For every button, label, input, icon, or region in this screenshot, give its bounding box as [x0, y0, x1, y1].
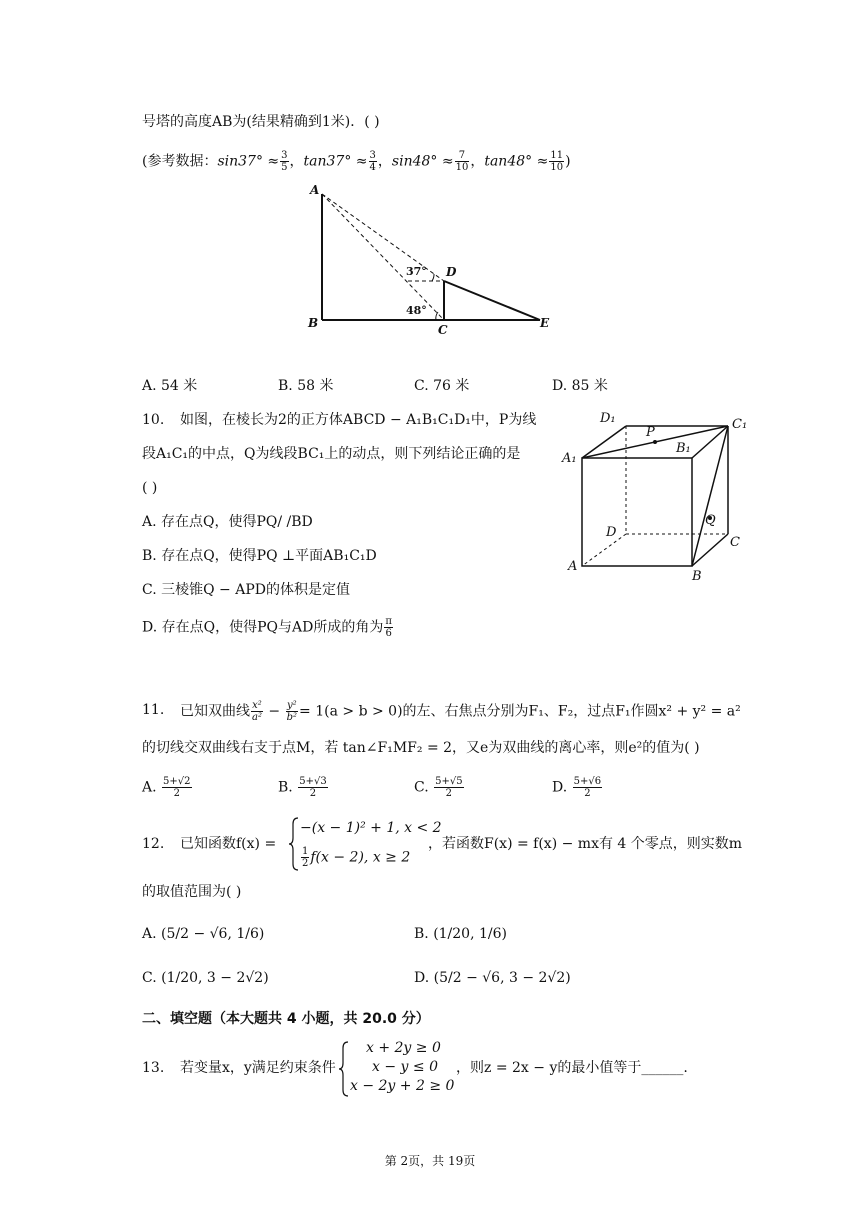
frac-den: 5: [281, 162, 288, 173]
q9-ref-prefix: (参考数据：: [142, 153, 218, 170]
frac-den: 10: [455, 162, 469, 173]
q9-reference-data: (参考数据：sin37° ≈ $\frac{3}{5}$ ，tan37° ≈ $\frac{3}{4}$ ，sin48° ≈ $\frac{7}{10}$ ，tan48° ≈ $\frac{11}{10}$ ): [142, 150, 571, 173]
q10-line3: ( ): [142, 480, 158, 496]
option-label: B.: [278, 779, 293, 796]
q9-ref-suffix: ): [565, 153, 571, 170]
frac-den: 10: [550, 162, 564, 173]
section-heading: 二、填空题（本大题共 4 小题，共 20.0 分）: [142, 1011, 430, 1027]
frac-den: 4: [369, 162, 376, 173]
q9-ref-item: sin48°: [391, 153, 438, 170]
q9-option-d: D. 85 米: [552, 378, 608, 394]
label-c: C: [730, 535, 740, 550]
frac-num: 7: [455, 150, 470, 162]
frac-num: 5+√2: [163, 776, 191, 787]
frac-num: 11: [550, 150, 564, 161]
frac-num: x²: [252, 700, 262, 711]
q11-text-b: = 1(a > b > 0)的左、右焦点分别为F₁、F₂，过点F₁作圆x² + y² = a²: [299, 703, 741, 720]
label-b1: B₁: [676, 441, 691, 456]
label-a: A: [568, 559, 578, 574]
label-b: B: [308, 316, 319, 330]
option-label: D.: [552, 779, 568, 796]
frac-den: 2: [309, 788, 317, 799]
frac-den: a²: [252, 712, 262, 723]
q12-option-a: A. (5/2 − √6, 1/6): [142, 926, 265, 942]
q9-option-c: C. 76 米: [414, 378, 470, 394]
label-p: P: [646, 425, 655, 440]
q11-number: 11.: [142, 702, 165, 718]
q12-option-c: C. (1/20, 3 − 2√2): [142, 970, 269, 986]
label-d: D: [446, 265, 457, 279]
q13-brace: [338, 1040, 350, 1098]
frac-num: π: [385, 616, 392, 627]
point-p: [653, 440, 657, 444]
q9-ref-item: tan37°: [303, 153, 352, 170]
q12-case2-wrap: [300, 846, 410, 869]
q9-continuation: 号塔的高度AB为(结果精确到1米)．( ): [142, 114, 380, 130]
q12-case2: f(x − 2), x ≥ 2: [310, 849, 411, 866]
q13-constraint-2: x − y ≤ 0: [372, 1059, 438, 1075]
q9-tower-figure: [300, 180, 570, 340]
q10-option-a: A. 存在点Q，使得PQ/ /BD: [142, 514, 313, 530]
frac-den: 2: [584, 788, 591, 799]
q11-option-a: [142, 776, 193, 799]
q12-option-b: B. (1/20, 1/6): [414, 926, 507, 942]
q10-cube-figure: [560, 406, 760, 582]
q9-ref-item: tan48°: [484, 153, 533, 170]
segment-de: [444, 281, 540, 320]
frac-den: 6: [385, 628, 392, 639]
q11-option-d: [552, 776, 603, 799]
frac-num: 3: [281, 150, 288, 161]
q10-number: 10.: [142, 412, 165, 428]
label-d: D: [606, 525, 617, 540]
q10-option-d-text: D. 存在点Q，使得PQ与AD所成的角为: [142, 619, 384, 636]
label-q: Q: [705, 513, 716, 528]
angle-37-arc: [432, 274, 434, 281]
q13-constraint-3: x − 2y + 2 ≥ 0: [350, 1078, 455, 1094]
frac-num: 5+√6: [573, 776, 602, 787]
angle-37-label: 37°: [406, 265, 427, 278]
frac-num: 5+√5: [435, 776, 463, 787]
label-a1: A₁: [562, 451, 577, 466]
q10-option-d: [142, 616, 394, 639]
q10-line1: 如图，在棱长为2的正方体ABCD − A₁B₁C₁D₁中，P为线: [180, 412, 537, 428]
q12-case1: −(x − 1)² + 1, x < 2: [300, 820, 442, 836]
q11-option-b: [278, 776, 329, 799]
q13-prefix: 若变量x，y满足约束条件: [180, 1060, 336, 1076]
q11-line1: 已知双曲线 $\frac{\text{x²}}{\text{a²}}$ − $\frac{\text{y²}}{\text{b²}}$ = 1(a > b > 0)的左、右焦点分别为F₁、F₂，过点F₁作圆x² + y² = a²: [180, 700, 741, 723]
q13-number: 13.: [142, 1060, 165, 1076]
q12-option-d: D. (5/2 − √6, 3 − 2√2): [414, 970, 571, 986]
label-a: A: [310, 183, 320, 197]
q12-line2: 的取值范围为( ): [142, 884, 242, 900]
q13-constraint-1: x + 2y ≥ 0: [366, 1040, 441, 1056]
dashed-ac: [322, 194, 444, 320]
label-d1: D₁: [600, 411, 616, 426]
q12-number: 12.: [142, 836, 165, 852]
label-c1: C₁: [732, 417, 748, 432]
frac-num: 1: [302, 846, 309, 857]
label-b: B: [692, 569, 702, 582]
frac-num: y²: [287, 700, 297, 711]
page-footer: 第 2页，共 19页: [384, 1154, 476, 1168]
frac-num: 3: [369, 150, 376, 161]
q12-prefix: 已知函数f(x) =: [180, 836, 277, 852]
q9-option-b: B. 58 米: [278, 378, 334, 394]
q10-option-c: C. 三棱锥Q − APD的体积是定值: [142, 582, 350, 598]
angle-48-label: 48°: [406, 304, 427, 317]
segment-bc1: [692, 426, 728, 566]
q9-ref-item: sin37°: [217, 153, 263, 170]
q11-line2: 的切线交双曲线右支于点M，若 tan∠F₁MF₂ = 2，又e为双曲线的离心率，则e²的值为( ): [142, 740, 700, 756]
q10-option-b: B. 存在点Q，使得PQ ⊥平面AB₁C₁D: [142, 548, 377, 564]
front-face: [582, 458, 692, 566]
q9-option-a: A. 54 米: [142, 378, 198, 394]
q12-brace: [288, 816, 300, 872]
q11-option-c: [414, 776, 465, 799]
frac-num: 5+√3: [299, 776, 327, 787]
q12-suffix: ，若函数F(x) = f(x) − mx有 4 个零点，则实数m: [428, 836, 743, 852]
q13-suffix: ，则z = 2x − y的最小值等于______.: [456, 1060, 688, 1076]
q10-line2: 段A₁C₁的中点，Q为线段BC₁上的动点，则下列结论正确的是: [142, 446, 521, 462]
label-e: E: [540, 316, 550, 330]
frac-den: 2: [302, 858, 309, 869]
option-label: A.: [142, 779, 157, 796]
frac-den: 2: [173, 788, 180, 799]
label-c: C: [438, 323, 448, 337]
option-label: C.: [414, 779, 429, 796]
q11-text-a: 已知双曲线: [180, 703, 250, 720]
frac-den: 2: [445, 788, 453, 799]
frac-den: b²: [286, 712, 298, 723]
angle-48-arc: [436, 312, 438, 320]
